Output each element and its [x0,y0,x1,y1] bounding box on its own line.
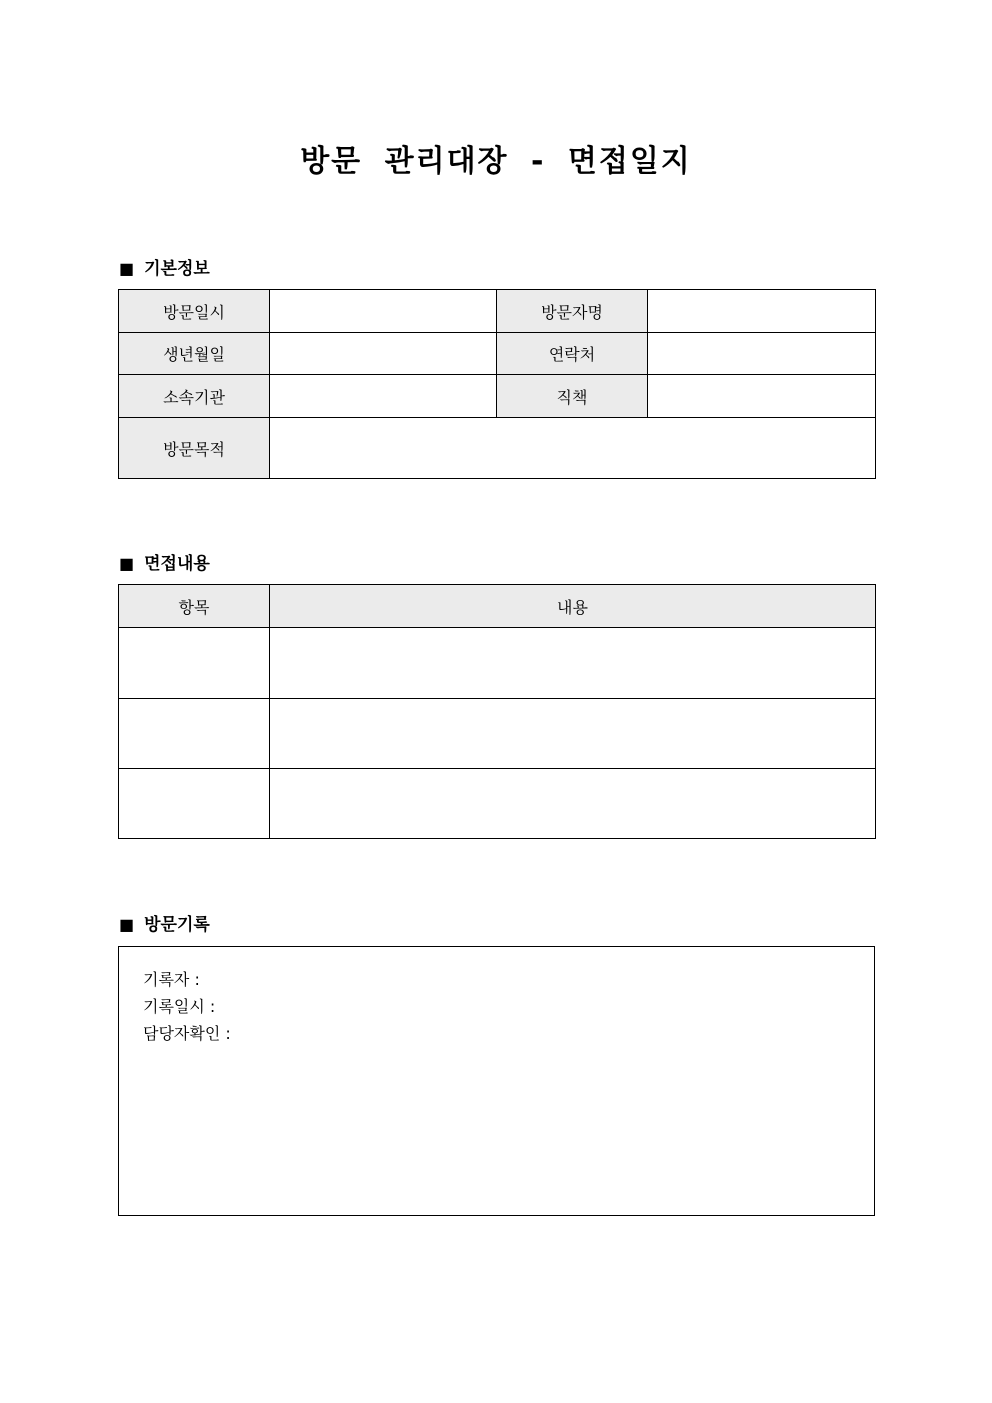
label-birth-date: 생년월일 [119,333,270,375]
table-row [119,769,876,839]
table-row [119,290,876,333]
cell-item[interactable] [119,628,270,699]
interview-table [118,584,876,839]
basic-info-table [118,289,876,479]
record-datetime-line: 기록일시 : [143,997,216,1016]
cell-item[interactable] [119,769,270,839]
label-position: 직책 [497,375,648,418]
field-visitor-name[interactable] [648,290,876,333]
table-row [119,699,876,769]
section-heading-label: 기본정보 [144,259,210,279]
cell-content[interactable] [270,628,876,699]
label-contact: 연락처 [497,333,648,375]
label-visit-datetime: 방문일시 [119,290,270,333]
field-birth-date[interactable] [270,333,497,375]
field-organization[interactable] [270,375,497,418]
field-position[interactable] [648,375,876,418]
table-row [119,628,876,699]
label-visit-purpose: 방문목적 [119,418,270,479]
section-heading-label: 방문기록 [144,915,210,935]
square-bullet-icon: ■ [119,915,135,934]
field-visit-datetime[interactable] [270,290,497,333]
section-heading-label: 면접내용 [144,554,210,574]
table-row [119,375,876,418]
record-box[interactable] [118,946,875,1216]
page-title: 방문 관리대장 - 면접일지 [300,144,692,179]
cell-item[interactable] [119,699,270,769]
label-visitor-name: 방문자명 [497,290,648,333]
manager-confirm-line: 담당자확인 : [143,1024,231,1043]
section-heading-basic [119,254,210,279]
section-heading-interview [119,549,210,574]
table-row [119,418,876,479]
recorder-line: 기록자 : [143,970,200,989]
square-bullet-icon: ■ [119,554,135,573]
column-header-content: 내용 [270,585,876,628]
square-bullet-icon: ■ [119,259,135,278]
table-row [119,333,876,375]
field-contact[interactable] [648,333,876,375]
section-heading-record [119,910,210,935]
cell-content[interactable] [270,769,876,839]
column-header-item: 항목 [119,585,270,628]
label-organization: 소속기관 [119,375,270,418]
table-header-row [119,585,876,628]
field-visit-purpose[interactable] [270,418,876,479]
cell-content[interactable] [270,699,876,769]
